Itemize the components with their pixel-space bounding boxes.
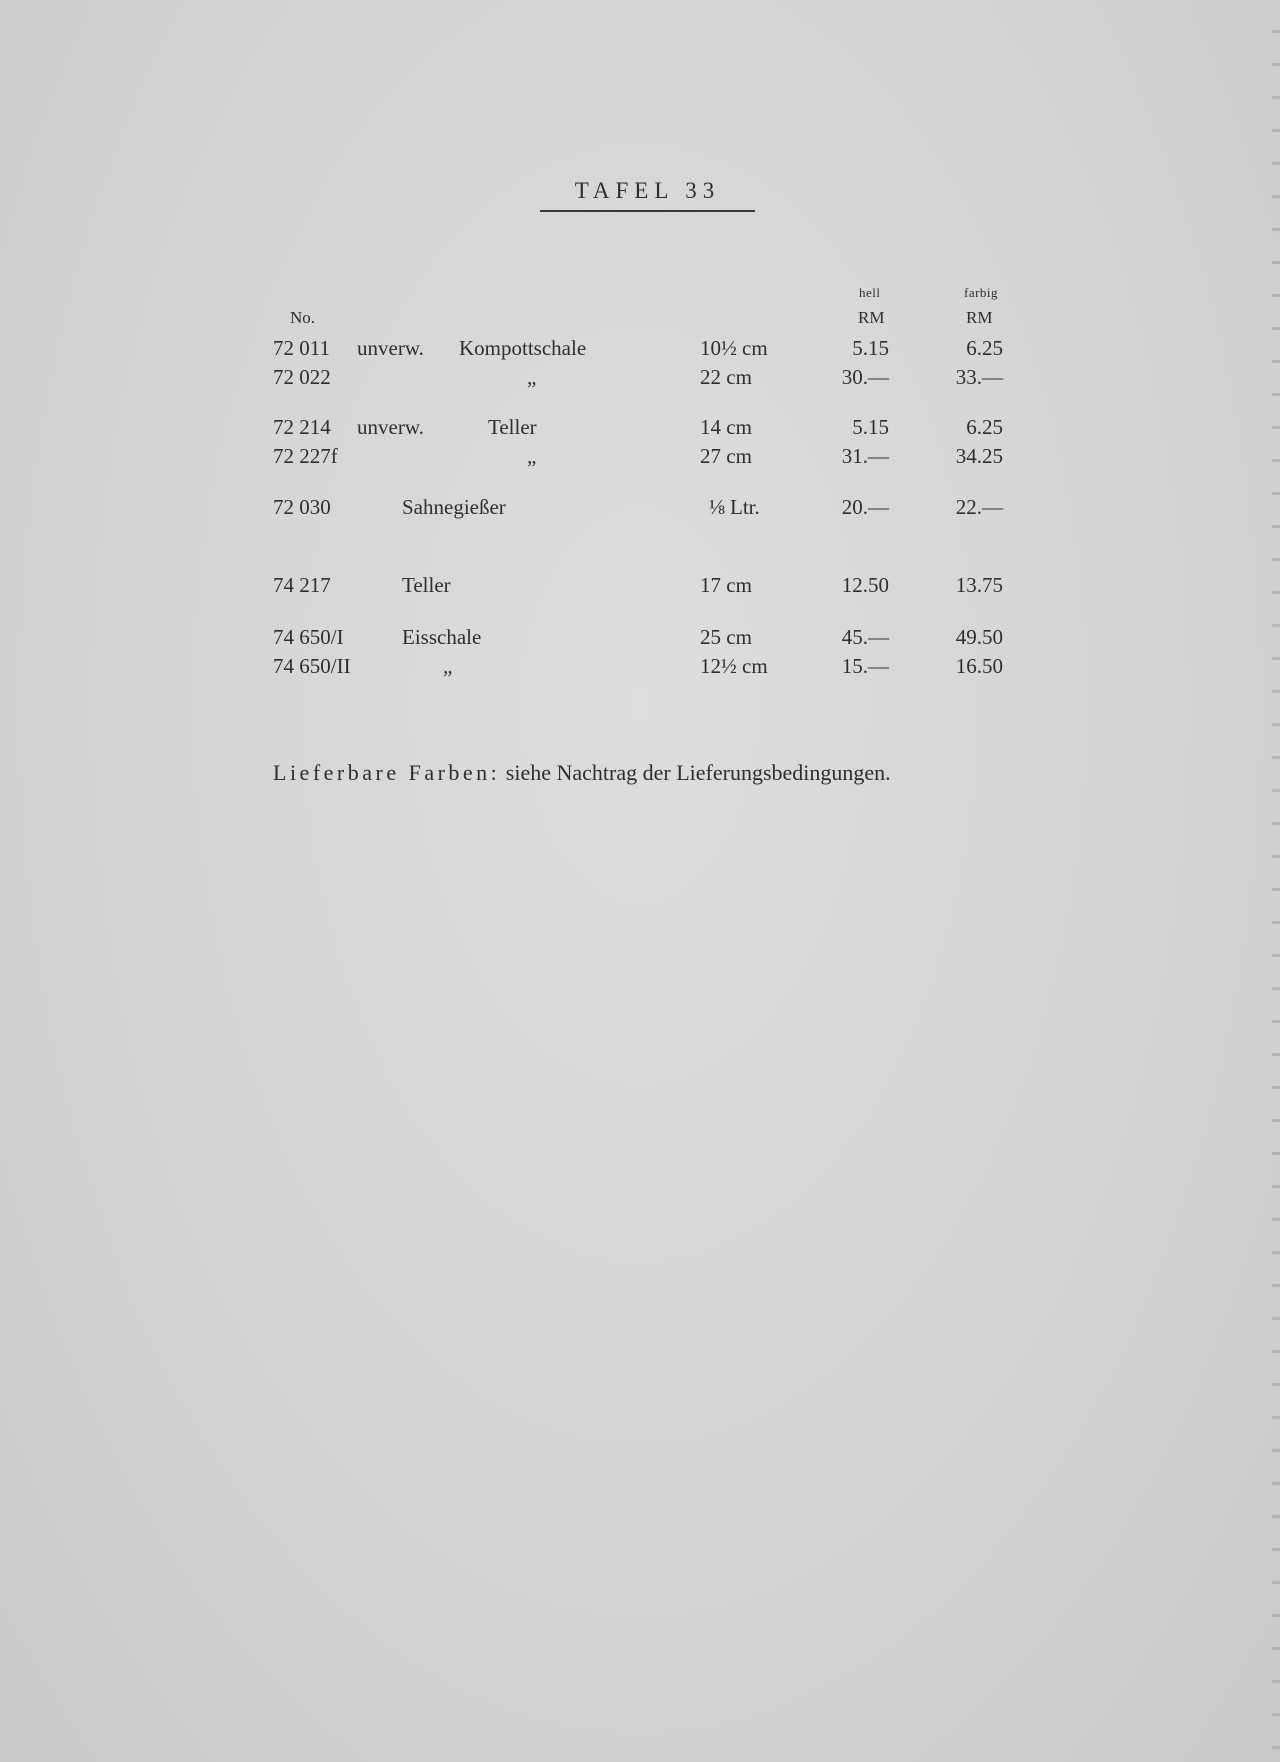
column-header-hell: hell	[859, 285, 881, 300]
article-size: ⅛ Ltr.	[709, 495, 760, 519]
price-hell: 15.—	[841, 654, 889, 678]
column-header-farbig: farbig	[964, 285, 999, 300]
price-farbig: 6.25	[966, 336, 1003, 360]
price-farbig: 6.25	[966, 415, 1003, 439]
article-name: Kompottschale	[459, 336, 587, 360]
article-number: 72 030	[273, 495, 331, 519]
article-number: 72 022	[273, 365, 331, 389]
article-note: unverw.	[357, 415, 424, 439]
article-size: 25 cm	[700, 625, 752, 649]
article-number: 72 011	[273, 336, 330, 360]
price-farbig: 16.50	[955, 654, 1003, 678]
article-size: 10½ cm	[700, 336, 768, 360]
column-header-no: No.	[290, 308, 316, 327]
article-number: 74 650/II	[273, 654, 351, 678]
price-farbig: 13.75	[955, 573, 1003, 597]
price-farbig: 34.25	[955, 444, 1003, 468]
article-name: Sahnegießer	[402, 495, 506, 519]
price-hell: 12.50	[841, 573, 889, 597]
price-hell: 5.15	[852, 415, 889, 439]
article-size: 27 cm	[700, 444, 752, 468]
price-hell: 45.—	[841, 625, 889, 649]
article-name: Eisschale	[402, 625, 482, 649]
price-hell: 30.—	[841, 365, 889, 389]
article-size: 22 cm	[700, 365, 752, 389]
article-name: „	[443, 654, 453, 678]
article-note: unverw.	[357, 336, 424, 360]
article-size: 12½ cm	[700, 654, 768, 678]
price-farbig: 22.—	[955, 495, 1003, 519]
table-row	[0, 444, 1280, 472]
article-number: 74 217	[273, 573, 331, 597]
scan-edge-marks	[1272, 0, 1280, 1762]
price-farbig: 49.50	[955, 625, 1003, 649]
article-number: 72 214	[273, 415, 331, 439]
table-row	[0, 415, 1280, 443]
article-name: „	[527, 365, 537, 389]
article-number: 74 650/I	[273, 625, 344, 649]
article-number: 72 227f	[273, 444, 338, 468]
table-row	[0, 573, 1280, 601]
column-header-currency-hell: RM	[858, 308, 885, 327]
footer-label: Lieferbare Farben:	[273, 760, 501, 785]
footer-note	[273, 760, 891, 786]
table-row	[0, 365, 1280, 393]
page-title: TAFEL 33	[540, 178, 755, 212]
price-hell: 5.15	[852, 336, 889, 360]
table-row	[0, 495, 1280, 523]
column-header-currency-farbig: RM	[966, 308, 993, 327]
article-name: Teller	[402, 573, 451, 597]
footer-text: siehe Nachtrag der Lieferungsbedingungen.	[505, 760, 891, 785]
article-name: Teller	[488, 415, 537, 439]
price-hell: 20.—	[841, 495, 889, 519]
table-row	[0, 654, 1280, 682]
article-name: „	[527, 444, 537, 468]
table-row	[0, 336, 1280, 364]
price-farbig: 33.—	[955, 365, 1003, 389]
price-hell: 31.—	[841, 444, 889, 468]
article-size: 14 cm	[700, 415, 752, 439]
table-row	[0, 625, 1280, 653]
article-size: 17 cm	[700, 573, 752, 597]
